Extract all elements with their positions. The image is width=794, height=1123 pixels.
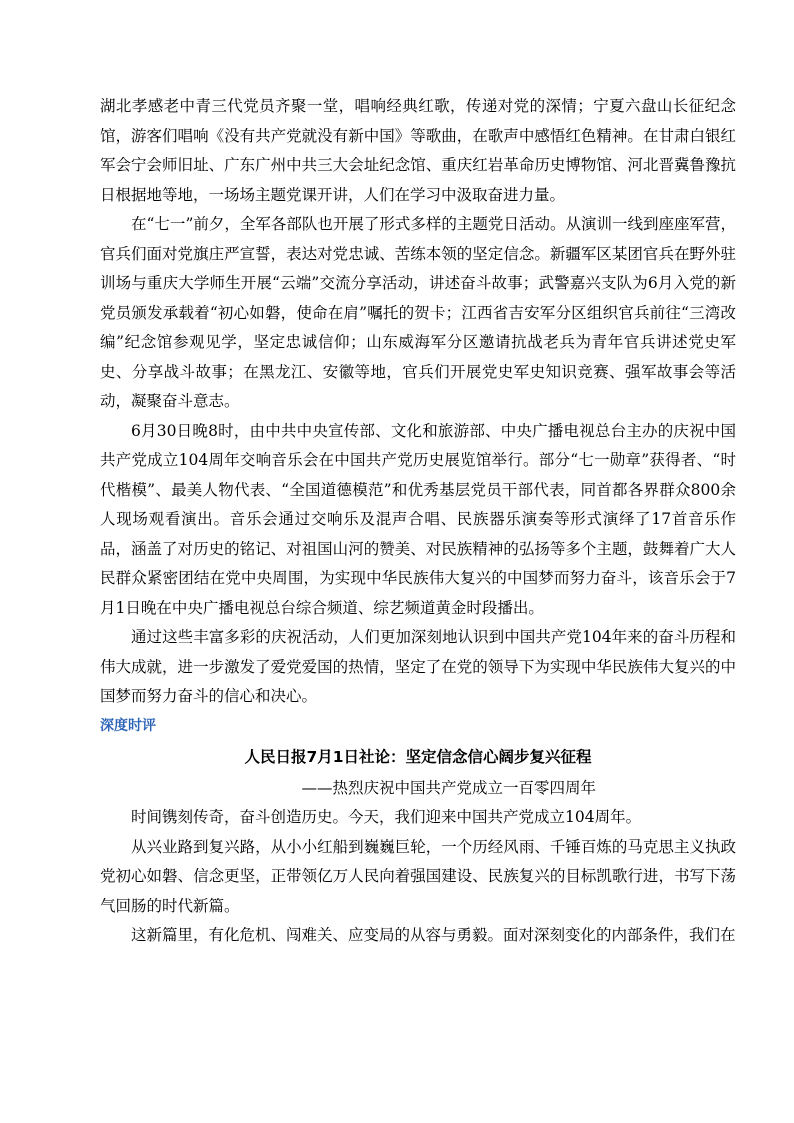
article-title: 人民日报7月1日社论：坚定信念信心阔步复兴征程 bbox=[244, 748, 592, 766]
paragraph-military: 在“七一”前夕，全军各部队也开展了形式多样的主题党日活动。从演训一线到座座军营，官兵们面对党旗庄严宣誓，表达对党忠诚、苦练本领的坚定信念。新疆军区某团官兵在野外驻训场与重庆大学师生开展“云端”交流分享活动，讲述奋斗故事；武警嘉兴支队为6月入党的新党员颁发承载着“初心如磐，使命在肩”嘱托的贺卡；江西省吉安军分区组织官兵前往“三湾改编”纪念馆参观见学，坚定忠诚信仰；山东威海军分区邀请抗战老兵为青年官兵讲述党史军史、分享战斗故事；在黑龙江、安徽等地，官兵们开展党史军史知识竞赛、强军故事会等活动，凝聚奋斗意志。 bbox=[100, 215, 736, 410]
section-label: 深度时评 bbox=[100, 717, 156, 734]
document-body bbox=[100, 92, 736, 951]
article-paragraph: 时间镌刻传奇，奋斗创造历史。今天，我们迎来中国共产党成立104周年。 bbox=[131, 808, 642, 826]
article-paragraph: 这新篇里，有化危机、闯难关、应变局的从容与勇毅。面对深刻变化的内部条件，我们在 bbox=[131, 926, 736, 944]
article-paragraph: 从兴业路到复兴路，从小小红船到巍巍巨轮，一个历经风雨、千锤百炼的马克思主义执政党初心如磐、信念更坚，正带领亿万人民向着强国建设、民族复兴的目标凯歌行进，书写下荡气回肠的时代新篇。 bbox=[100, 837, 736, 915]
paragraph-concert: 6月30日晚8时，由中共中央宣传部、文化和旅游部、中央广播电视总台主办的庆祝中国共产党成立104周年交响音乐会在中国共产党历史展览馆举行。部分“七一勋章”获得者、“时代楷模”、最美人物代表、“全国道德模范”和优秀基层党员干部代表，同首都各界群众800余人现场观看演出。音乐会通过交响乐及混声合唱、民族器乐演奏等形式演绎了17首音乐作品，涵盖了对历史的铭记、对祖国山河的赞美、对民族精神的弘扬等多个主题，鼓舞着广大人民群众紧密团结在党中央周围，为实现中华民族伟大复兴的中国梦而努力奋斗，该音乐会于7月1日晚在中央广播电视总台综合频道、综艺频道黄金时段播出。 bbox=[100, 421, 736, 617]
article-subtitle: ——热烈庆祝中国共产党成立一百零四周年 bbox=[301, 779, 596, 797]
paragraph-continued: 湖北孝感老中青三代党员齐聚一堂，唱响经典红歌，传递对党的深情；宁夏六盘山长征纪念馆，游客们唱响《没有共产党就没有新中国》等歌曲，在歌声中感悟红色精神。在甘肃白银红军会宁会师旧址、广东广州中共三大会址纪念馆、重庆红岩革命历史博物馆、河北晋冀鲁豫抗日根据地等地，一场场主题党课开讲，人们在学习中汲取奋进力量。 bbox=[100, 97, 736, 204]
paragraph-summary: 通过这些丰富多彩的庆祝活动，人们更加深刻地认识到中国共产党104年来的奋斗历程和伟大成就，进一步激发了爱党爱国的热情，坚定了在党的领导下为实现中华民族伟大复兴的中国梦而努力奋斗的信心和决心。 bbox=[100, 628, 736, 705]
